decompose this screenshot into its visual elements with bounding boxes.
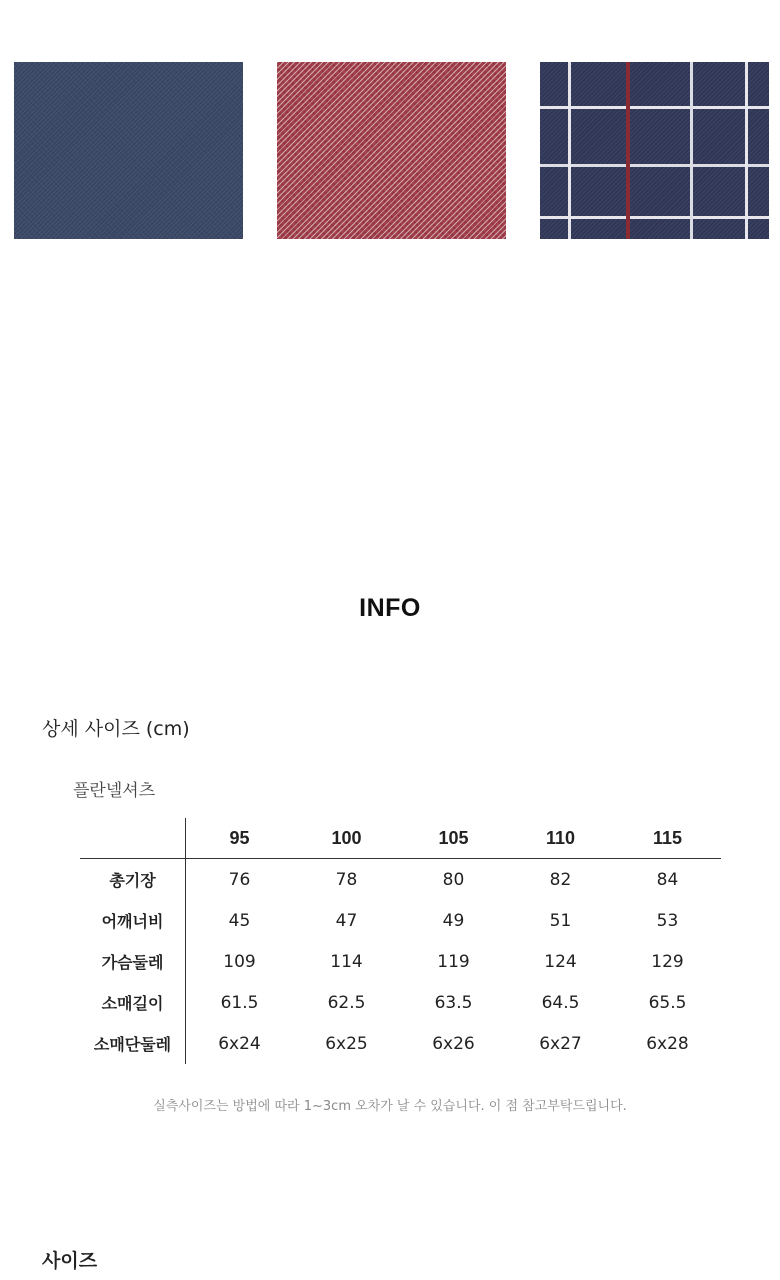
table-cell: 6x26 bbox=[432, 1033, 475, 1054]
table-cell: 61.5 bbox=[220, 992, 259, 1013]
size-column-header: 95 bbox=[186, 818, 294, 859]
table-row bbox=[80, 982, 721, 1023]
table-cell: 6x27 bbox=[539, 1033, 582, 1054]
table-cell: 53 bbox=[656, 910, 679, 931]
row-label: 어깨너비 bbox=[80, 900, 186, 941]
fabric-swatch-navy bbox=[14, 62, 243, 239]
fabric-swatch-red bbox=[277, 62, 506, 239]
table-cell: 63.5 bbox=[434, 992, 473, 1013]
table-cell: 119 bbox=[437, 951, 470, 972]
measurement-note: 실측사이즈는 방법에 따라 1~3cm 오차가 날 수 있습니다. 이 점 참고부탁드립니다. bbox=[153, 1099, 627, 1114]
size-section-title: 사이즈 bbox=[42, 1250, 98, 1272]
size-table-header-row bbox=[80, 818, 721, 859]
size-column-header: 110 bbox=[507, 818, 614, 859]
table-row bbox=[80, 1023, 721, 1064]
size-column-header: 100 bbox=[293, 818, 400, 859]
table-cell: 129 bbox=[651, 951, 684, 972]
table-cell: 51 bbox=[549, 910, 572, 931]
table-cell: 84 bbox=[656, 869, 679, 890]
size-table bbox=[80, 818, 721, 1064]
product-name: 플란넬셔츠 bbox=[73, 781, 156, 801]
table-row bbox=[80, 859, 721, 901]
info-title: INFO bbox=[359, 594, 421, 622]
table-cell: 114 bbox=[330, 951, 363, 972]
size-detail-heading: 상세 사이즈 (cm) bbox=[42, 718, 190, 740]
size-table-corner bbox=[80, 818, 186, 859]
table-row bbox=[80, 900, 721, 941]
table-cell: 6x25 bbox=[325, 1033, 368, 1054]
table-cell: 78 bbox=[335, 869, 358, 890]
row-label: 총기장 bbox=[80, 859, 186, 901]
table-cell: 124 bbox=[544, 951, 577, 972]
row-label: 소매단둘레 bbox=[80, 1023, 186, 1064]
table-cell: 47 bbox=[335, 910, 358, 931]
size-column-header: 105 bbox=[400, 818, 507, 859]
table-cell: 64.5 bbox=[541, 992, 580, 1013]
row-label: 소매길이 bbox=[80, 982, 186, 1023]
fabric-swatch-check bbox=[540, 62, 769, 239]
table-cell: 76 bbox=[228, 869, 251, 890]
table-cell: 65.5 bbox=[648, 992, 687, 1013]
table-cell: 6x28 bbox=[646, 1033, 689, 1054]
table-cell: 6x24 bbox=[218, 1033, 261, 1054]
table-cell: 82 bbox=[549, 869, 572, 890]
table-cell: 109 bbox=[223, 951, 256, 972]
table-cell: 80 bbox=[442, 869, 465, 890]
row-label: 가슴둘레 bbox=[80, 941, 186, 982]
table-row bbox=[80, 941, 721, 982]
size-column-header: 115 bbox=[614, 818, 721, 859]
table-cell: 62.5 bbox=[327, 992, 366, 1013]
table-cell: 45 bbox=[228, 910, 251, 931]
table-cell: 49 bbox=[442, 910, 465, 931]
